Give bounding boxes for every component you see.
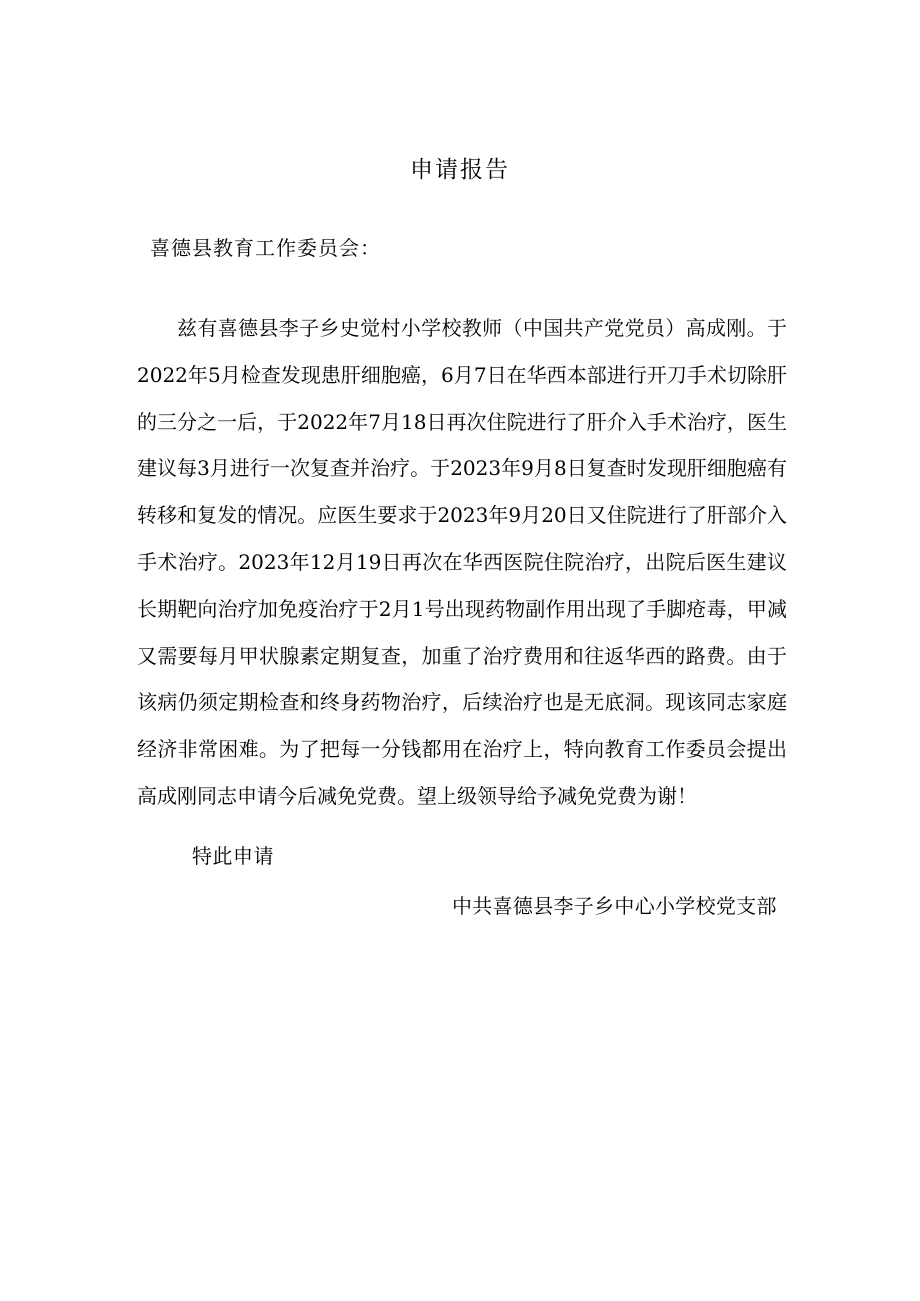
body-paragraph: 兹有喜德县李子乡史觉村小学校教师（中国共产党党员）高成刚。于2022年5月检查发现患肝细胞癌，6月7日在华西本部进行开刀手术切除肝的三分之一后，于2022年7月18日再次住院进行了肝介入手术治疗，医生建议每3月进行一次复查并治疗。于2023年9月8日复查时发现肝细胞癌有转移和复发的情况。应医生要求于2023年9月20日又住院进行了肝部介入手术治疗。2023年12月19日再次在华西医院住院治疗，出院后医生建议长期靶向治疗加免疫治疗于2月1号出现药物副作用出现了手脚疮毒，甲减又需要每月甲状腺素定期复查，加重了治疗费用和往返华西的路费。由于该病仍须定期检查和终身药物治疗，后续治疗也是无底洞。现该同志家庭经济非常困难。为了把每一分钱都用在治疗上，特向教育工作委员会提出高成刚同志申请今后减免党费。望上级领导给予减免党费为谢！ bbox=[137, 316, 787, 808]
document-title: 申请报告 bbox=[410, 157, 510, 183]
closing-line: 特此申请 bbox=[192, 844, 274, 868]
salutation: 喜德县教育工作委员会： bbox=[150, 236, 381, 260]
signature-organization: 中共喜德县李子乡中心小学校党支部 bbox=[452, 894, 777, 918]
